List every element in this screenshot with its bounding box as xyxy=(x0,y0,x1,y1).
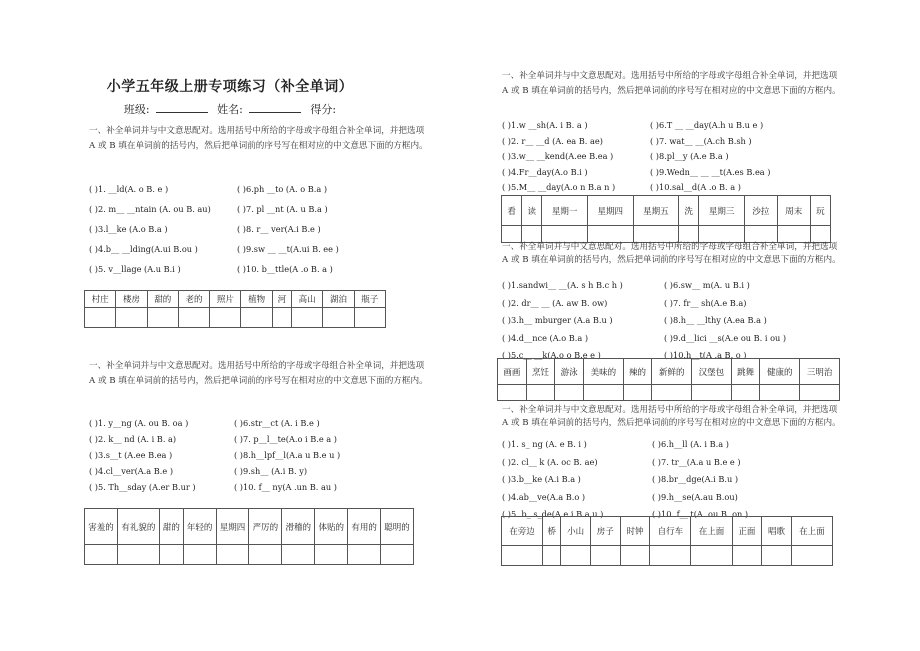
exercise-item[interactable]: ( )7. pl __nt (A. u B.a ) xyxy=(237,204,328,214)
word-cell: 植物 xyxy=(241,291,272,308)
word-cell: 健康的 xyxy=(760,359,800,385)
exercise-item[interactable]: ( )9.Wedn__ __ __t(A.es B.ea ) xyxy=(650,166,771,177)
section-4-instruction: 一、补全单词并与中文意思配对。选用括号中所给的字母或字母组合补全单词，并把选项 A 或 B 填在单词前的括号内，然后把单词前的序号写在相对应的中文意思下面的方框内。 xyxy=(502,242,841,265)
word-cell: 三明治 xyxy=(800,359,840,385)
word-cell: 时钟 xyxy=(620,517,650,546)
exercise-item[interactable]: ( )3.b__ke (A.i B.a ) xyxy=(502,474,581,484)
exercise-row xyxy=(502,120,770,136)
answer-box[interactable] xyxy=(249,545,282,565)
answer-box[interactable] xyxy=(760,385,800,401)
word-cell: 湖泊 xyxy=(323,291,354,308)
exercise-item[interactable]: ( )7. tr__(A.a u B.e e ) xyxy=(652,456,741,467)
word-cell: 周末 xyxy=(777,196,810,226)
exercise-item[interactable]: ( )4.Fr__day(A.o B.i ) xyxy=(502,166,588,177)
word-cell: 在旁边 xyxy=(502,517,543,546)
section-3-items xyxy=(502,120,770,198)
exercise-item[interactable]: ( )7. fr__ sh(A.e B.a) xyxy=(664,297,747,308)
answer-box[interactable] xyxy=(315,545,348,565)
answer-box[interactable] xyxy=(502,546,543,566)
name-label: 姓名: xyxy=(217,103,243,116)
exercise-item[interactable]: ( )4.d__nce (A.o B.a ) xyxy=(502,332,589,343)
answer-box[interactable] xyxy=(323,308,354,328)
word-cell: 房子 xyxy=(590,517,620,546)
word-cell: 星期五 xyxy=(633,196,679,226)
word-cell: 读 xyxy=(522,196,542,226)
answer-box[interactable] xyxy=(692,385,732,401)
word-cell: 看 xyxy=(502,196,522,226)
section-1-items xyxy=(89,184,339,284)
answer-box[interactable] xyxy=(117,545,159,565)
exercise-item[interactable]: ( )8.br__dge(A.i B.u ) xyxy=(652,474,739,484)
answer-box[interactable] xyxy=(691,546,732,566)
exercise-item[interactable]: ( )3.l__ke (A.o B.a ) xyxy=(89,224,168,234)
answer-box[interactable] xyxy=(732,546,762,566)
exercise-item[interactable]: ( )1. __ld(A. o B. e ) xyxy=(89,184,169,194)
exercise-item[interactable]: ( )8. r__ ver(A.i B.e ) xyxy=(237,224,321,234)
word-cell: 新鲜的 xyxy=(652,359,692,385)
exercise-item[interactable]: ( )1. y__ng (A. ou B. oa ) xyxy=(89,418,189,428)
answer-box[interactable] xyxy=(526,385,555,401)
word-cell: 老的 xyxy=(178,291,209,308)
section-2-word-table xyxy=(84,508,414,565)
word-cell: 瓶子 xyxy=(354,291,385,308)
exercise-item[interactable]: ( )5. Th__sday (A.er B.ur ) xyxy=(89,482,196,492)
section-3-word-table xyxy=(501,195,831,243)
exercise-row xyxy=(89,184,339,204)
exercise-row xyxy=(502,280,786,298)
exercise-item[interactable]: ( )3.h__ mburger (A.a B.u ) xyxy=(502,315,613,325)
answer-box[interactable] xyxy=(292,308,323,328)
word-cell: 有用的 xyxy=(348,509,381,545)
exercise-item[interactable]: ( )5.M__ __day(A.o n B.a n ) xyxy=(502,182,616,192)
word-cell: 星期三 xyxy=(699,196,745,226)
exercise-item[interactable]: ( )5. b_ s_de(A.e i B.a u ) xyxy=(502,509,604,519)
exercise-item[interactable]: ( )5.c__ __k(A.o o B.e e ) xyxy=(502,350,601,360)
answer-box[interactable] xyxy=(620,546,650,566)
exercise-row xyxy=(89,244,339,264)
answer-box[interactable] xyxy=(354,308,385,328)
section-4-word-table xyxy=(497,358,840,401)
exercise-item[interactable]: ( )3.s__t (A.ee B.ea ) xyxy=(89,450,173,460)
answer-box[interactable] xyxy=(583,385,623,401)
answer-box[interactable] xyxy=(777,226,810,243)
answer-box[interactable] xyxy=(699,226,745,243)
answer-box[interactable] xyxy=(522,226,542,243)
word-cell: 高山 xyxy=(292,291,323,308)
exercise-item[interactable]: ( )9.h__se(A.au B.ou) xyxy=(652,491,738,502)
exercise-row xyxy=(502,298,786,316)
exercise-item[interactable]: ( )2. dr__ __ (A. aw B. ow) xyxy=(502,297,608,308)
page-title: 小学五年级上册专项练习（补全单词） xyxy=(106,79,354,95)
exercise-item[interactable]: ( )7. p__l__te(A.o i B.e a ) xyxy=(234,434,337,444)
word-cell: 汉堡包 xyxy=(692,359,732,385)
word-cell: 跳舞 xyxy=(731,359,760,385)
word-cell: 楼房 xyxy=(116,291,147,308)
exercise-row xyxy=(89,450,340,466)
answer-box[interactable] xyxy=(85,545,118,565)
answer-box[interactable] xyxy=(800,385,840,401)
answer-box[interactable] xyxy=(147,308,178,328)
exercise-row xyxy=(502,457,748,475)
exercise-item[interactable]: ( )10.h__t(A .a B. o ) xyxy=(664,350,747,360)
exercise-row xyxy=(502,136,770,152)
name-field[interactable] xyxy=(249,102,301,113)
word-cell: 游泳 xyxy=(555,359,584,385)
section-5-word-table xyxy=(501,516,833,566)
exercise-item[interactable]: ( )2. r__ __d (A. ea B. ae) xyxy=(502,135,603,146)
word-cell: 画画 xyxy=(498,359,527,385)
word-cell: 有礼貌的 xyxy=(117,509,159,545)
exercise-item[interactable]: ( )9.sh__ (A.i B. y) xyxy=(234,466,308,476)
answer-box[interactable] xyxy=(623,385,652,401)
section-4-items xyxy=(502,280,786,368)
word-cell: 正面 xyxy=(732,517,762,546)
answer-box[interactable] xyxy=(791,546,832,566)
word-cell: 体贴的 xyxy=(315,509,348,545)
answer-box[interactable] xyxy=(810,226,830,243)
answer-box[interactable] xyxy=(502,226,522,243)
word-cell: 星期四 xyxy=(587,196,633,226)
answer-box[interactable] xyxy=(555,385,584,401)
exercise-item[interactable]: ( )4.cl__ver(A.a B.e ) xyxy=(89,466,174,476)
exercise-item[interactable]: ( )8.pl__y (A.e B.a ) xyxy=(650,151,729,161)
word-cell: 甜的 xyxy=(159,509,183,545)
answer-box[interactable] xyxy=(762,546,792,566)
answer-box[interactable] xyxy=(542,226,588,243)
answer-box[interactable] xyxy=(159,545,183,565)
exercise-item[interactable]: ( )6.T __ __day(A.h u B.u e ) xyxy=(650,120,764,130)
answer-box[interactable] xyxy=(633,226,679,243)
word-cell: 聪明的 xyxy=(381,509,414,545)
word-cell: 美味的 xyxy=(583,359,623,385)
word-cell: 唱歌 xyxy=(762,517,792,546)
word-cell: 小山 xyxy=(561,517,591,546)
exercise-item[interactable]: ( )4.ab__ve(A.a B.o ) xyxy=(502,491,586,502)
answer-box[interactable] xyxy=(652,385,692,401)
word-cell: 年轻的 xyxy=(183,509,216,545)
exercise-row xyxy=(89,466,340,482)
score-label: 得分: xyxy=(310,103,337,116)
answer-box[interactable] xyxy=(679,226,699,243)
exercise-row xyxy=(89,482,340,498)
exercise-item[interactable]: ( )1. s_ ng (A. e B. i ) xyxy=(502,439,587,449)
word-cell: 沙拉 xyxy=(744,196,777,226)
answer-box[interactable] xyxy=(590,546,620,566)
word-cell: 害羞的 xyxy=(85,509,118,545)
section-3-instruction: 一、补全单词并与中文意思配对。选用括号中所给的字母或字母组合补全单词，并把选项 A 或 B 填在单词前的括号内，然后把单词前的序号写在相对应的中文意思下面的方框内。 xyxy=(502,71,841,96)
answer-box[interactable] xyxy=(178,308,209,328)
exercise-row xyxy=(502,439,748,457)
word-cell: 甜的 xyxy=(147,291,178,308)
exercise-item[interactable]: ( )6.ph __to (A. o B.a ) xyxy=(237,184,328,194)
word-cell: 照片 xyxy=(210,291,241,308)
exercise-row xyxy=(502,474,748,492)
answer-box[interactable] xyxy=(381,545,414,565)
right-page xyxy=(460,0,920,651)
exercise-row xyxy=(502,151,770,167)
exercise-item[interactable]: ( )8.h__ __lthy (A.ea B.a ) xyxy=(664,315,767,325)
section-2-items xyxy=(89,418,340,498)
section-5-items xyxy=(502,439,748,527)
exercise-item[interactable]: ( )6.h__ll (A. i B.a ) xyxy=(652,439,729,449)
answer-box[interactable] xyxy=(272,308,291,328)
student-info xyxy=(0,101,460,117)
exercise-item[interactable]: ( )6.str__ct (A. i B.e ) xyxy=(234,418,320,428)
answer-box[interactable] xyxy=(561,546,591,566)
word-cell: 烹饪 xyxy=(526,359,555,385)
class-field[interactable] xyxy=(156,102,208,113)
word-cell: 桥 xyxy=(543,517,561,546)
word-cell: 河 xyxy=(272,291,291,308)
word-cell: 辣的 xyxy=(623,359,652,385)
exercise-item[interactable]: ( )10. b__ttle(A .o B. a ) xyxy=(237,264,333,274)
answer-box[interactable] xyxy=(650,546,691,566)
answer-box[interactable] xyxy=(744,226,777,243)
class-label: 班级: xyxy=(123,103,150,116)
exercise-row xyxy=(89,204,339,224)
exercise-item[interactable]: ( )9.sw __ __t(A.ui B. ee ) xyxy=(237,244,339,254)
section-1-instruction: 一、补全单词并与中文意思配对。选用括号中所给的字母或字母组合补全单词，并把选项 A 或 B 填在单词前的括号内，然后把单词前的序号写在相对应的中文意思下面的方框内。 xyxy=(89,126,428,151)
exercise-row xyxy=(502,492,748,510)
exercise-item[interactable]: ( )9.d__lici __s(A.e ou B. i ou ) xyxy=(664,332,787,343)
exercise-item[interactable]: ( )2. cl__ k (A. oc B. ae) xyxy=(502,456,598,467)
answer-box[interactable] xyxy=(210,308,241,328)
exercise-item[interactable]: ( )10.sal__d(A .o B. a ) xyxy=(650,182,741,192)
word-cell: 严厉的 xyxy=(249,509,282,545)
exercise-item[interactable]: ( )1.w __sh(A. i B. a ) xyxy=(502,120,588,130)
answer-box[interactable] xyxy=(241,308,272,328)
exercise-row xyxy=(89,418,340,434)
exercise-item[interactable]: ( )10. f__ t(A .ou B. on ) xyxy=(652,509,749,519)
answer-box[interactable] xyxy=(498,385,527,401)
answer-box[interactable] xyxy=(282,545,315,565)
word-cell: 滑稽的 xyxy=(282,509,315,545)
section-5-instruction: 一、补全单词并与中文意思配对。选用括号中所给的字母或字母组合补全单词，并把选项 A 或 B 填在单词前的括号内，然后把单词前的序号写在相对应的中文意思下面的方框内。 xyxy=(502,405,841,428)
section-2-instruction: 一、补全单词并与中文意思配对。选用括号中所给的字母或字母组合补全单词，并把选项 A 或 B 填在单词前的括号内，然后把单词前的序号写在相对应的中文意思下面的方框内。 xyxy=(89,361,428,386)
exercise-item[interactable]: ( )8.h__lpf__l(A.a u B.e u ) xyxy=(234,450,341,460)
answer-box[interactable] xyxy=(116,308,147,328)
answer-box[interactable] xyxy=(731,385,760,401)
word-cell: 在上面 xyxy=(791,517,832,546)
word-cell: 在上面 xyxy=(691,517,732,546)
exercise-row xyxy=(89,224,339,244)
answer-box[interactable] xyxy=(183,545,216,565)
exercise-item[interactable]: ( )2. m__ __ntain (A. ou B. au) xyxy=(89,204,211,214)
exercise-row xyxy=(502,167,770,183)
answer-box[interactable] xyxy=(543,546,561,566)
answer-box[interactable] xyxy=(85,308,116,328)
exercise-item[interactable]: ( )1.sandwi__ __(A. s h B.c h ) xyxy=(502,280,623,290)
exercise-item[interactable]: ( )10. f__ ny(A .un B. au ) xyxy=(234,482,337,492)
word-cell: 星期一 xyxy=(542,196,588,226)
word-cell: 自行车 xyxy=(650,517,691,546)
exercise-row xyxy=(502,315,786,333)
exercise-item[interactable]: ( )3.w__ __kend(A.ee B.ea ) xyxy=(502,151,614,161)
section-1-word-table xyxy=(84,290,386,328)
word-cell: 洗 xyxy=(679,196,699,226)
exercise-item[interactable]: ( )6.sw__ m(A. u B.i ) xyxy=(664,280,750,290)
exercise-row xyxy=(89,434,340,450)
exercise-item[interactable]: ( )7. wat__ __(A.ch B.sh ) xyxy=(650,135,752,146)
word-cell: 村庄 xyxy=(85,291,116,308)
exercise-item[interactable]: ( )5. v__llage (A.u B.i ) xyxy=(89,264,181,274)
exercise-row xyxy=(502,333,786,351)
answer-box[interactable] xyxy=(348,545,381,565)
answer-box[interactable] xyxy=(216,545,249,565)
word-cell: 玩 xyxy=(810,196,830,226)
word-cell: 星期四 xyxy=(216,509,249,545)
exercise-item[interactable]: ( )2. k__ nd (A. i B. a) xyxy=(89,434,177,444)
exercise-row xyxy=(89,264,339,284)
exercise-item[interactable]: ( )4.b__ __lding(A.ui B.ou ) xyxy=(89,244,198,254)
answer-box[interactable] xyxy=(587,226,633,243)
